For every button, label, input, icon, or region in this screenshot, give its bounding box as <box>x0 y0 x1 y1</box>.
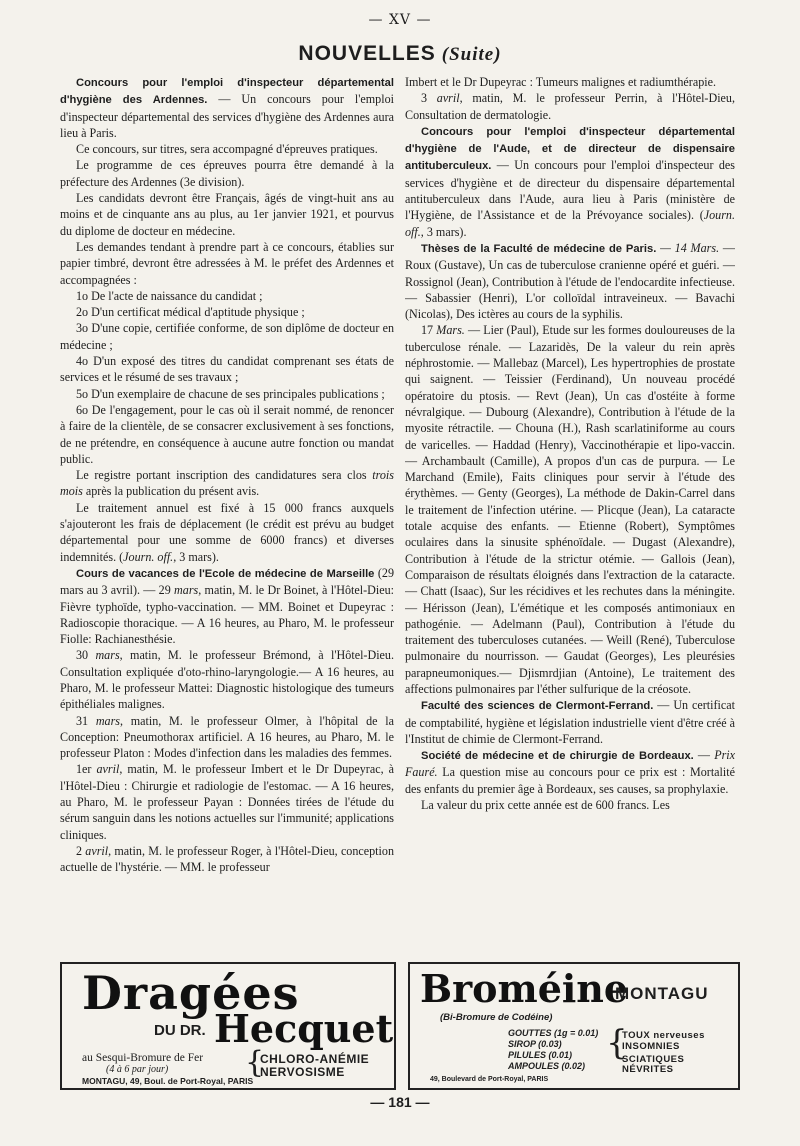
paragraph: Les demandes tendant à prendre part à ce concours, établies sur papier timbré, devront être adressées à M. le préfet des Ardennes et accompagnées : <box>60 239 394 287</box>
ad-bromeine <box>408 962 740 1090</box>
paragraph <box>60 713 394 762</box>
text-run: — Un certificat de comptabilité, hygiène et législation industrielle vient d'être créé à l'Institut de chimie de Clermont-Ferrand. <box>405 698 735 746</box>
article-marseille <box>60 565 394 647</box>
italic-text: mars <box>174 583 199 598</box>
text-run: 1er <box>76 762 97 777</box>
article-clermont <box>405 697 735 747</box>
paragraph <box>60 761 394 842</box>
italic-text: Journ. off. <box>123 549 174 564</box>
paragraph <box>405 90 735 123</box>
ad-forms <box>508 1028 598 1072</box>
text-run: — Un concours pour l'emploi d'inspecteur des services d'hygiène et de directeur du dispensaire départemental antituberculeux dans l'Aude, aura lieu à Paris (ministère de l'Hygiène, de l'Assistance et de la Prévoyance sociales). ( <box>405 158 735 223</box>
ad-form: AMPOULES (0.02) <box>508 1061 586 1071</box>
list-item: 1o De l'acte de naissance du candidat ; <box>76 288 263 303</box>
italic-text: Journ. off. <box>405 208 735 239</box>
ad-indication: SCIATIQUES <box>622 1054 685 1065</box>
italic-text: Prix Fauré. <box>405 748 735 780</box>
text-run: , 3 mars). <box>420 224 467 239</box>
paragraph: La valeur du prix cette année est de 600 francs. Les <box>421 798 670 813</box>
text-run: , matin, M. le professeur Imbert et le Dr Dupeyrac, à l'Hôtel-Dieu : Chirurgie et radiologie de l'estomac. — A 16 heures, au Pharo, M. le professeur Payan : Données tirées de l'étude du sérum sanguin dans les notions actuelles sur l'immunité; applications cliniques. <box>60 762 394 842</box>
text-run: , matin, M. le professeur Roger, à l'Hôtel-Dieu, conception actuelle de l'hystérie. — MM. le professeur <box>60 843 394 875</box>
italic-text: Mars. <box>436 323 465 338</box>
article-heading: Cours de vacances de l'Ecole de médecine de Marseille <box>76 567 375 580</box>
text-run: , matin, M. le professeur Olmer, à l'hôpital de la Conception: Pneumothorax artificiel. A 16 heures, au Pharo, M. le professeur Platon : Modes d'infection dans les maladies des femmes. <box>60 713 394 761</box>
italic-text: mars <box>95 713 121 728</box>
text-run: 17 <box>421 323 437 338</box>
right-column <box>405 74 735 960</box>
ad-dragees-hecquet <box>60 962 396 1090</box>
ad-du-dr: DU DR. <box>154 1022 206 1039</box>
text-run: — Roux (Gustave), Un cas de tuberculose cranienne opéré et guéri. — Rossignol (Jean), Contribution à l'étude de l'endocardite infectieuse. — Sabassier (Henri), L'or colloïdal intraveineux. — Bavachi (Nicolas), Des ictères au cours de la syphilis. <box>405 240 735 322</box>
ad-indication: NERVOSISME <box>260 1065 345 1079</box>
page-roman-numeral: — XV — <box>368 12 432 28</box>
italic-text: — 14 Mars. <box>656 240 720 255</box>
paragraph <box>60 500 394 565</box>
paragraph: Ce concours, sur titres, sera accompagné d'épreuves pratiques. <box>76 142 378 157</box>
text-run: , matin, M. le Dr Boinet, à l'Hôtel-Dieu: Fièvre typhoïde, typho-vaccination. — MM. Boinet et Dupeyrac : Radioscopie thoracique. — A 16 heures, au Pharo, M. le professeur Fiolle: Rachianesthésie. <box>60 583 394 647</box>
paragraph: Imbert et le Dr Dupeyrac : Tumeurs malignes et radiumthérapie. <box>405 75 716 89</box>
text-run: 30 <box>76 648 96 663</box>
text-run: — <box>693 748 715 763</box>
ad-indication: TOUX nerveuses <box>622 1030 705 1041</box>
article-heading: Thèses de la Faculté de médecine de Paris. <box>421 242 657 255</box>
paragraph: Le programme de ces épreuves pourra être demandé à la préfecture des Ardennes (3e division). <box>60 158 394 189</box>
text-run: Le traitement annuel est fixé à 15 000 francs auxquels s'ajouteront les frais de déplacement (le crédit est prévu au budget départemental pour une somme de 6000 francs) et diverses indemnités. ( <box>60 500 394 564</box>
text-run: La question mise au concours pour ce prix est : Mortalité des enfants du premier âge à Bordeaux, ses causes, sa prophylaxie. <box>405 765 735 796</box>
paragraph <box>60 647 394 712</box>
article-ardennes <box>60 74 394 141</box>
text-run: , 3 mars). <box>173 549 219 564</box>
text-run: 3 <box>421 91 437 106</box>
left-column <box>60 74 394 960</box>
ad-indication: CHLORO-ANÉMIE <box>260 1052 370 1066</box>
list-item: 6o De l'engagement, pour le cas où il serait nommé, de renoncer à faire de la clientèle, de se consacrer exclusivement à ses fonctions, de ne prétendre, en conséquence à aucune autre fonction ou mandat public. <box>60 402 394 466</box>
text-run: — Lier (Paul), Etude sur les formes douloureuses de la tuberculose rénale. — Lazaridès, De la valeur du rein après néphrostomie. — Mallebaz (Marcel), Les hypertrophies de prostate qui saignent. — Teissier (Ferdinand), Un nouveau procédé opératoire du ptosis. — Revt (Jean), Un cas d'ostéite à forme névralgique. — Dubourg (Alexandre), Contribution à l'étude de la myosite rétractile. — Chouna (H.), Rash scarlatiniforme au cours de varicelles. — Haddad (Henry), Vaccinothérapie et lipo-vaccin. — Archambault (Camille), A propos d'un cas de purpura. — Le Marchand (Emile), Faits cliniques pour servir à l'étude des érythèmes. — Genty (Georges), La méthode de Dakin-Carrel dans le traitement de l'infection utérine. — Plicque (Jean), La cataracte totale acquise des enfants. — Etienne (Robert), Symptômes oculaires dans la sinusite sphénoïdale. — Dugast (Alexandre), Contribution à l'étude de la strictur otémie. — Gallois (Jean), Comparaison de résultats éloignés dans l'extraction de la cataracte. — Chatt (Isaac), Sur les récidives et les rechutes dans la méningite. — Hérisson (Jean), L'émétique et les composés antimoniaux en pathogénie. — Adelmann (Paul), Contribution à l'étude du traitement des tuberculoses cutanées. — Weill (René), Tuberculose pulmonaire du nourrisson. — Gaudat (Georges), Les pleurésies parapneumoniques.— Djismrdjian (Antoine), Le traitement des affections pulmonaires par l'éther sulfurique de la créosote. <box>405 323 735 696</box>
list-item: 4o D'un exposé des titres du candidat comprenant ses états de services et le résumé de ses travaux ; <box>60 354 394 385</box>
list-item: 5o D'un exemplaire de chacune de ses principales publications ; <box>76 386 385 401</box>
list-item: 3o D'une copie, certifiée conforme, de son diplôme de docteur en médecine ; <box>60 321 394 352</box>
brace-icon: { <box>606 1023 628 1063</box>
ad-form: PILULES (0.01) <box>508 1050 573 1060</box>
text-run: après la publication du présent avis. <box>82 484 260 499</box>
section-title-suite: (Suite) <box>441 44 502 65</box>
list-item: 2o D'un certificat médical d'aptitude physique ; <box>76 305 305 320</box>
paragraph <box>60 843 394 876</box>
paragraph <box>405 322 735 697</box>
italic-text: avril <box>96 762 120 777</box>
section-title-text: NOUVELLES <box>298 42 436 65</box>
ad-address: MONTAGU, 49, Boul. de Port-Royal, PARIS <box>82 1076 254 1086</box>
paragraph <box>60 467 394 500</box>
article-aude <box>405 123 735 240</box>
advertisements <box>60 962 740 1092</box>
text-run: , matin, M. le professeur Perrin, à l'Hôtel-Dieu, Consultation de dermatologie. <box>405 91 735 122</box>
text-run: (29 mars au 3 avril). — 29 <box>60 565 394 598</box>
ad-product-name-2: Hecquet <box>214 1006 394 1051</box>
section-title <box>0 42 800 66</box>
ad-subtitle: (Bi-Bromure de Codéine) <box>440 1012 553 1023</box>
text-run: 31 <box>76 713 96 728</box>
ad-form: SIROP (0.03) <box>508 1039 562 1049</box>
article-bordeaux <box>405 747 735 797</box>
ad-form: GOUTTES (1g = 0.01) <box>508 1028 599 1038</box>
article-heading: Société de médecine et de chirurgie de Bordeaux. <box>421 750 694 763</box>
ad-indication: INSOMNIES <box>622 1041 680 1052</box>
article-heading: Faculté des sciences de Clermont-Ferrand. <box>421 700 654 713</box>
italic-text: avril <box>85 843 109 858</box>
article-heading: Concours pour l'emploi d'inspecteur départemental d'hygiène de l'Aude, et de directeur de dispensaire antituberculeux. <box>405 125 735 173</box>
paragraph: Les candidats devront être Français, âgés de vingt-huit ans au moins et de cinquante ans au plus, au 1er janvier 1921, et pourvus du diplome de docteur en médecine. <box>60 191 394 238</box>
ad-indication: NÉVRITES <box>622 1064 674 1075</box>
article-theses <box>405 240 735 322</box>
brace-icon: { <box>245 1045 265 1080</box>
ad-address: 49, Boulevard de Port-Royal, PARIS <box>430 1076 549 1083</box>
ad-composition: au Sesqui-Bromure de Fer <box>82 1052 204 1064</box>
text-run: , matin, M. le professeur Brémond, à l'Hôtel-Dieu. Consultation expliquée d'oto-rhino-laryngologie.— A 16 heures, au Pharo, M. le professeur Mattei: Diagnostic histologique des tumeurs épithéliales malignes. <box>60 648 394 712</box>
article-heading: Concours pour l'emploi d'inspecteur départemental d'hygiène des Ardennes. <box>60 77 394 107</box>
italic-text: avril <box>436 91 460 106</box>
ad-dosage: (4 à 6 par jour) <box>106 1064 169 1075</box>
text-run: Le registre portant inscription des candidatures sera clos <box>76 468 373 483</box>
ad-brand: MONTAGU <box>615 984 709 1003</box>
ad-product-name: Broméine <box>420 966 629 1011</box>
article-text: — Un concours pour l'emploi d'inspecteur départemental des services d'hygiène des Ardennes aura lieu à Paris. <box>60 92 394 140</box>
italic-text: trois mois <box>60 468 394 499</box>
italic-text: mars <box>95 648 120 663</box>
page-number: — 181 — <box>370 1094 430 1110</box>
ad-product-name: Dragées <box>82 966 300 1020</box>
text-run: 2 <box>76 843 86 858</box>
